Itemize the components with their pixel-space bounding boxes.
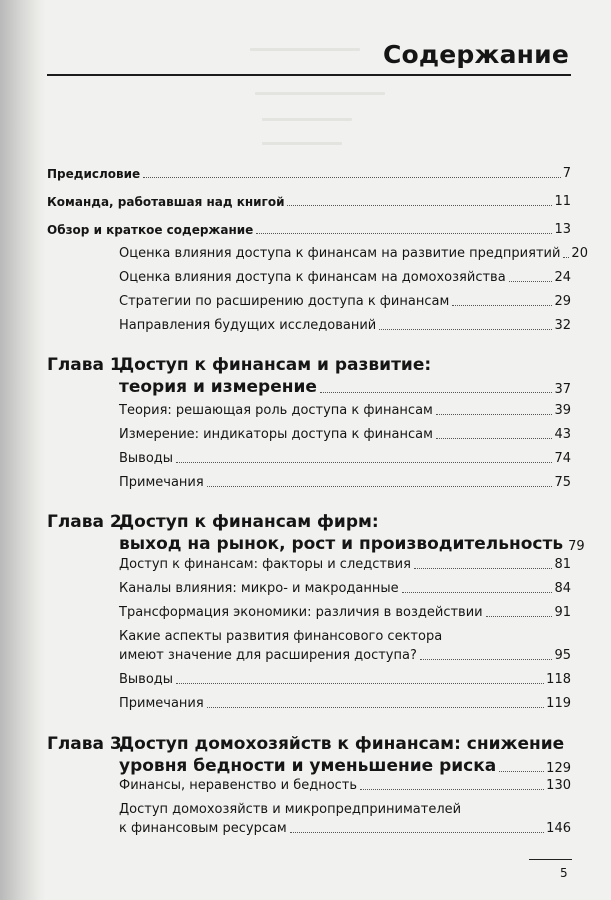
leader-dots — [436, 414, 553, 415]
footer-rule — [529, 859, 572, 860]
toc-entry-preface[interactable] — [47, 166, 571, 181]
leader-dots — [563, 257, 569, 258]
toc-section-entry[interactable] — [119, 605, 571, 620]
page-number: 5 — [560, 866, 568, 880]
toc-section-entry[interactable] — [119, 246, 588, 261]
toc-entry-page: 11 — [554, 194, 571, 209]
leader-dots — [499, 771, 544, 772]
toc-section-entry[interactable] — [119, 557, 571, 572]
toc-entry-page: 95 — [554, 648, 571, 663]
toc-entry-label-line1: Какие аспекты развития финансового сектора — [119, 629, 443, 644]
leader-dots — [320, 392, 553, 393]
toc-section-entry[interactable] — [119, 475, 571, 490]
toc-entry-page: 39 — [554, 403, 571, 418]
bleed-through-mark — [262, 118, 352, 121]
toc-section-entry[interactable] — [119, 451, 571, 466]
toc-entry-label: Каналы влияния: микро- и макроданные — [119, 581, 399, 596]
bleed-through-mark — [250, 48, 360, 51]
leader-dots — [452, 305, 552, 306]
toc-entry-label-line2: к финансовым ресурсам — [119, 821, 287, 836]
toc-section-entry[interactable] — [119, 403, 571, 418]
toc-entry-label: Теория: решающая роль доступа к финансам — [119, 403, 433, 418]
leader-dots — [207, 707, 544, 708]
toc-entry-page: 13 — [554, 222, 571, 237]
chapter-title-line2: выход на рынок, рост и производительность — [119, 534, 564, 554]
toc-section-entry[interactable] — [119, 294, 571, 309]
leader-dots — [360, 789, 544, 790]
chapter-number: Глава 2. — [47, 512, 129, 532]
toc-section-entry[interactable] — [119, 270, 571, 285]
toc-entry-label: Трансформация экономики: различия в воздействии — [119, 605, 483, 620]
leader-dots — [414, 568, 553, 569]
toc-section-entry[interactable] — [119, 696, 571, 711]
toc-entry-label: Оценка влияния доступа к финансам на домохозяйства — [119, 270, 506, 285]
toc-entry-page: 7 — [562, 166, 571, 181]
chapter-number: Глава 3. — [47, 734, 129, 754]
chapter-title-line1: Доступ к финансам фирм: — [119, 512, 379, 532]
toc-entry-label-line1: Доступ домохозяйств и микропредпринимателей — [119, 802, 462, 817]
toc-section-entry[interactable] — [119, 629, 571, 663]
page-title: Содержание — [382, 40, 569, 69]
toc-entry-page: 32 — [554, 318, 571, 333]
bleed-through-mark — [262, 142, 342, 145]
toc-entry-page: 146 — [546, 821, 571, 836]
toc-entry-page: 129 — [546, 761, 571, 776]
leader-dots — [256, 233, 552, 234]
title-rule — [47, 74, 571, 76]
toc-entry-page: 43 — [554, 427, 571, 442]
leader-dots — [436, 438, 553, 439]
toc-entry-page: 29 — [554, 294, 571, 309]
toc-entry-page: 79 — [568, 539, 585, 554]
toc-entry-page: 74 — [554, 451, 571, 466]
toc-entry-page: 130 — [546, 778, 571, 793]
chapter-title-line1: Доступ домохозяйств к финансам: снижение — [119, 734, 565, 754]
leader-dots — [290, 832, 544, 833]
toc-section-entry[interactable] — [119, 802, 571, 836]
toc-section-entry[interactable] — [119, 778, 571, 793]
toc-entry-page: 24 — [554, 270, 571, 285]
toc-entry-label: Выводы — [119, 451, 174, 466]
toc-entry-label: Финансы, неравенство и бедность — [119, 778, 358, 793]
toc-entry-label-line2: имеют значение для расширения доступа? — [119, 648, 417, 663]
leader-dots — [509, 281, 553, 282]
leader-dots — [379, 329, 552, 330]
toc-section-entry[interactable] — [119, 318, 571, 333]
leader-dots — [420, 659, 553, 660]
toc-entry-page: 75 — [554, 475, 571, 490]
toc-entry-page: 91 — [554, 605, 571, 620]
toc-chapter-1[interactable] — [47, 355, 571, 397]
toc-entry-label: Направления будущих исследований — [119, 318, 377, 333]
toc-entry-label: Стратегии по расширению доступа к финансам — [119, 294, 450, 309]
toc-section-entry[interactable] — [119, 427, 571, 442]
leader-dots — [402, 592, 553, 593]
chapter-number: Глава 1. — [47, 355, 129, 375]
toc-entry-page: 37 — [554, 382, 571, 397]
toc-chapter-3[interactable] — [47, 734, 571, 776]
toc-entry-label: Примечания — [119, 475, 204, 490]
leader-dots — [207, 486, 553, 487]
leader-dots — [176, 683, 544, 684]
chapter-title-line1: Доступ к финансам и развитие: — [119, 355, 432, 375]
leader-dots — [143, 177, 561, 178]
toc-entry-label: Доступ к финансам: факторы и следствия — [119, 557, 411, 572]
chapter-title-line2: теория и измерение — [119, 377, 317, 397]
bleed-through-mark — [255, 92, 385, 95]
toc-entry-page: 84 — [554, 581, 571, 596]
toc-entry-page: 81 — [554, 557, 571, 572]
toc-entry-team[interactable] — [47, 194, 571, 209]
leader-dots — [176, 462, 552, 463]
toc-section-entry[interactable] — [119, 581, 571, 596]
page-gutter-shadow — [0, 0, 46, 900]
toc-entry-overview[interactable] — [47, 222, 571, 237]
toc-entry-page: 118 — [546, 672, 571, 687]
toc-entry-label: Команда, работавшая над книгой — [47, 195, 285, 209]
toc-entry-page: 20 — [571, 246, 588, 261]
toc-section-entry[interactable] — [119, 672, 571, 687]
toc-entry-label: Обзор и краткое содержание — [47, 223, 254, 237]
leader-dots — [287, 205, 552, 206]
toc-entry-label: Примечания — [119, 696, 204, 711]
toc-chapter-2[interactable] — [47, 512, 585, 554]
toc-entry-label: Выводы — [119, 672, 174, 687]
chapter-title-line2: уровня бедности и уменьшение риска — [119, 756, 497, 776]
leader-dots — [486, 616, 553, 617]
toc-entry-page: 119 — [546, 696, 571, 711]
toc-entry-label: Предисловие — [47, 167, 141, 181]
toc-entry-label: Измерение: индикаторы доступа к финансам — [119, 427, 433, 442]
toc-entry-label: Оценка влияния доступа к финансам на развитие предприятий — [119, 246, 561, 261]
